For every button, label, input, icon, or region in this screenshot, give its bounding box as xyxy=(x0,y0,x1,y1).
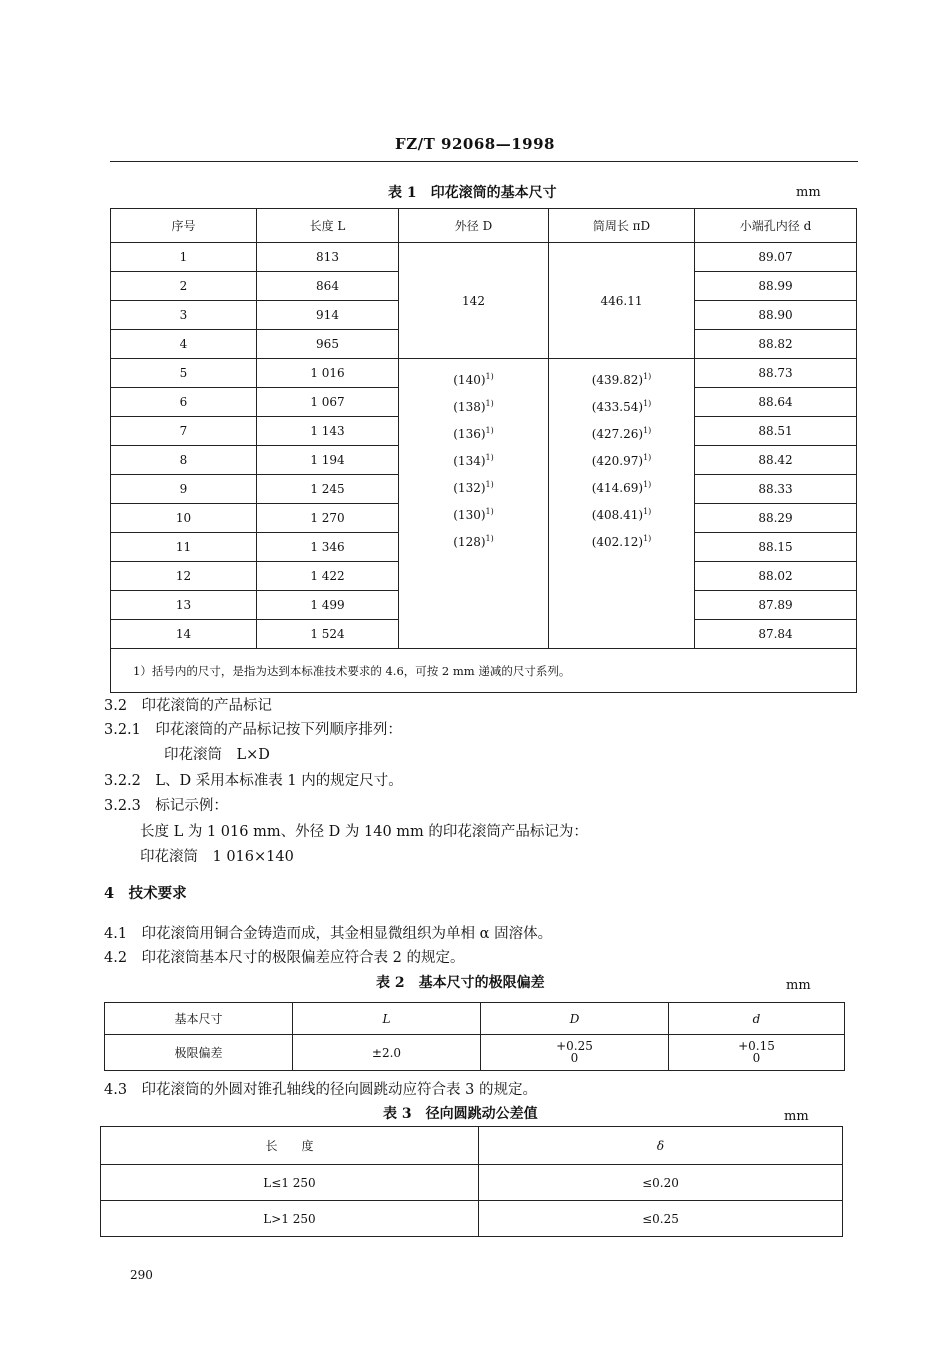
row-length: 864 xyxy=(257,272,399,301)
inner-d-tol-upper: +0.15 xyxy=(738,1039,775,1053)
d-main: 142 xyxy=(462,293,485,308)
row-length: 1 016 xyxy=(257,359,399,388)
row-no: 9 xyxy=(111,475,257,504)
table3-row-delta: ≤0.20 xyxy=(479,1165,843,1201)
section-4-1: 4.1 印花滚筒用铜合金铸造而成，其金相显微组织为单相 α 固溶体。 xyxy=(104,926,553,942)
header-rule xyxy=(110,161,858,162)
row-no: 4 xyxy=(111,330,257,359)
table1 xyxy=(110,208,857,693)
table1-col-outer-diameter: 外径 D xyxy=(399,209,549,243)
table1-col-no: 序号 xyxy=(111,209,257,243)
marking-example-desc: 长度 L 为 1 016 mm、外径 D 为 140 mm 的印花滚筒产品标记为： xyxy=(140,824,588,840)
row-length: 965 xyxy=(257,330,399,359)
row-no: 11 xyxy=(111,533,257,562)
table-row xyxy=(101,1201,843,1237)
row-no: 6 xyxy=(111,388,257,417)
pid-alt-item: $(402.12)^{1)}$ xyxy=(591,534,652,549)
row-no: 12 xyxy=(111,562,257,591)
table1-caption: 表 1 印花滚筒的基本尺寸 xyxy=(388,185,557,201)
d-tol-upper: +0.25 xyxy=(556,1039,593,1053)
row-inner-d: 88.90 xyxy=(695,301,857,330)
row-inner-d: 88.33 xyxy=(695,475,857,504)
table3-row-delta: ≤0.25 xyxy=(479,1201,843,1237)
table2-d-tol xyxy=(669,1035,845,1071)
table1-footnote-row xyxy=(111,649,857,693)
row-length: 1 245 xyxy=(257,475,399,504)
table1-unit: mm xyxy=(796,185,821,200)
table3-caption: 表 3 径向圆跳动公差值 xyxy=(383,1106,538,1122)
row-no: 2 xyxy=(111,272,257,301)
section-4-title: 4 技术要求 xyxy=(104,885,187,902)
row-length: 1 422 xyxy=(257,562,399,591)
table2-caption: 表 2 基本尺寸的极限偏差 xyxy=(376,975,545,991)
row-inner-d: 88.99 xyxy=(695,272,857,301)
row-length: 1 270 xyxy=(257,504,399,533)
row-inner-d: 88.82 xyxy=(695,330,857,359)
table2-col-D: D xyxy=(481,1003,669,1035)
row-no: 7 xyxy=(111,417,257,446)
pid-alt-item: $(420.97)^{1)}$ xyxy=(591,453,652,468)
table2-col-L: L xyxy=(293,1003,481,1035)
d-alt-item: $(134)^{1)}$ xyxy=(453,453,494,468)
table3-row-length: L>1 250 xyxy=(101,1201,479,1237)
pid-alt-item: $(433.54)^{1)}$ xyxy=(591,399,652,414)
pid-main-cell xyxy=(549,243,695,359)
row-no: 3 xyxy=(111,301,257,330)
section-4-2: 4.2 印花滚筒基本尺寸的极限偏差应符合表 2 的规定。 xyxy=(104,950,465,966)
row-length: 1 524 xyxy=(257,620,399,649)
table2-unit: mm xyxy=(786,978,811,993)
section-3-2: 3.2 印花滚筒的产品标记 xyxy=(104,698,273,714)
table2-header-row xyxy=(105,1003,845,1035)
section-4-3: 4.3 印花滚筒的外圆对锥孔轴线的径向圆跳动应符合表 3 的规定。 xyxy=(104,1082,538,1098)
row-inner-d: 87.84 xyxy=(695,620,857,649)
row-length: 813 xyxy=(257,243,399,272)
table1-footnote: 1）括号内的尺寸，是指为达到本标准技术要求的 4.6，可按 2 mm 递减的尺寸系列。 xyxy=(111,649,857,693)
pid-alt-item: $(408.41)^{1)}$ xyxy=(591,507,652,522)
row-length: 1 143 xyxy=(257,417,399,446)
table2-col-d: d xyxy=(669,1003,845,1035)
table1-col-inner-diameter: 小端孔内径 d xyxy=(695,209,857,243)
row-no: 5 xyxy=(111,359,257,388)
table-row xyxy=(111,359,857,388)
table3-col-delta: δ xyxy=(479,1127,843,1165)
pid-alt-item: $(427.26)^{1)}$ xyxy=(591,426,652,441)
row-no: 13 xyxy=(111,591,257,620)
table3-unit: mm xyxy=(784,1109,809,1124)
pid-alt-item: $(414.69)^{1)}$ xyxy=(591,480,652,495)
row-length: 1 499 xyxy=(257,591,399,620)
table2-L-tol: ±2.0 xyxy=(293,1035,481,1071)
d-alt-cell xyxy=(399,359,549,649)
table3-header-row xyxy=(101,1127,843,1165)
table1-col-length: 长度 L xyxy=(257,209,399,243)
table2-col-basic-size: 基本尺寸 xyxy=(105,1003,293,1035)
inner-d-tol-lower: 0 xyxy=(752,1051,761,1065)
row-no: 14 xyxy=(111,620,257,649)
pid-alt-item: $(439.82)^{1)}$ xyxy=(591,372,652,387)
row-inner-d: 88.42 xyxy=(695,446,857,475)
pid-main: 446.11 xyxy=(600,293,643,308)
row-length: 1 194 xyxy=(257,446,399,475)
table1-header-row xyxy=(111,209,857,243)
table2-row-label: 极限偏差 xyxy=(105,1035,293,1071)
table2-D-tol xyxy=(481,1035,669,1071)
row-length: 914 xyxy=(257,301,399,330)
d-alt-item: $(130)^{1)}$ xyxy=(453,507,494,522)
row-inner-d: 88.15 xyxy=(695,533,857,562)
row-inner-d: 89.07 xyxy=(695,243,857,272)
row-length: 1 067 xyxy=(257,388,399,417)
row-inner-d: 87.89 xyxy=(695,591,857,620)
row-no: 8 xyxy=(111,446,257,475)
page-number: 290 xyxy=(130,1268,153,1282)
marking-example: 印花滚筒 1 016×140 xyxy=(140,849,294,865)
pid-alt-cell xyxy=(549,359,695,649)
d-main-cell xyxy=(399,243,549,359)
table3-row-length: L≤1 250 xyxy=(101,1165,479,1201)
row-inner-d: 88.51 xyxy=(695,417,857,446)
d-alt-item: $(132)^{1)}$ xyxy=(453,480,494,495)
row-inner-d: 88.64 xyxy=(695,388,857,417)
d-alt-item: $(128)^{1)}$ xyxy=(453,534,494,549)
table2 xyxy=(104,1002,845,1071)
table-row xyxy=(101,1165,843,1201)
table-row xyxy=(105,1035,845,1071)
row-inner-d: 88.02 xyxy=(695,562,857,591)
d-alt-item: $(140)^{1)}$ xyxy=(453,372,494,387)
d-alt-item: $(136)^{1)}$ xyxy=(453,426,494,441)
section-3-2-1: 3.2.1 印花滚筒的产品标记按下列顺序排列： xyxy=(104,722,402,738)
table3 xyxy=(100,1126,843,1237)
section-3-2-3: 3.2.3 标记示例： xyxy=(104,798,228,814)
row-length: 1 346 xyxy=(257,533,399,562)
section-3-2-2: 3.2.2 L、D 采用本标准表 1 内的规定尺寸。 xyxy=(104,773,403,789)
row-inner-d: 88.29 xyxy=(695,504,857,533)
table-row xyxy=(111,243,857,272)
d-alt-item: $(138)^{1)}$ xyxy=(453,399,494,414)
table3-col-length: 长 度 xyxy=(101,1127,479,1165)
d-tol-lower: 0 xyxy=(570,1051,579,1065)
row-no: 10 xyxy=(111,504,257,533)
table1-col-circumference: 筒周长 πD xyxy=(549,209,695,243)
marking-format: 印花滚筒 L×D xyxy=(164,747,270,763)
row-no: 1 xyxy=(111,243,257,272)
standard-header: FZ/T 92068—1998 xyxy=(395,135,555,153)
row-inner-d: 88.73 xyxy=(695,359,857,388)
